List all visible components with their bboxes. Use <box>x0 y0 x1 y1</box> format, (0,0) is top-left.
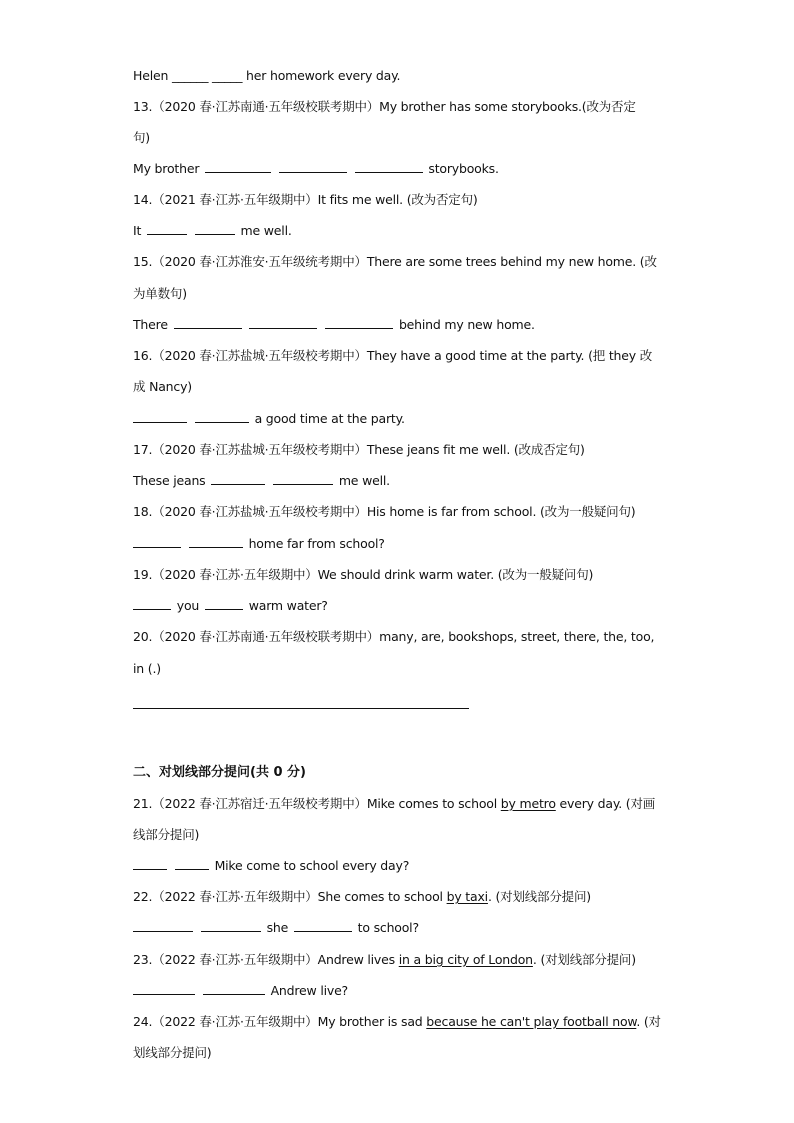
answer-suffix: behind my new home. <box>398 317 535 332</box>
q20-question <box>133 628 673 646</box>
q15-answer-line <box>133 316 673 334</box>
section-heading: 二、对划线部分提问(共 0 分) <box>133 765 306 780</box>
question-text-continued: 线部分提问) <box>133 827 200 842</box>
q22-question <box>133 888 673 906</box>
answer-blank[interactable] <box>195 410 249 423</box>
underlined-phrase: in a big city of London <box>398 952 533 967</box>
q14-answer-line <box>133 222 673 240</box>
q16-question-cont <box>133 378 673 396</box>
question-text: There are some trees behind my new home. (改 <box>366 254 657 269</box>
answer-blank[interactable] <box>201 919 261 932</box>
underlined-phrase: by taxi <box>446 889 488 904</box>
answer-blank[interactable] <box>203 982 265 995</box>
answer-blank[interactable] <box>133 919 193 932</box>
answer-blank[interactable] <box>205 597 243 610</box>
question-number: 21.（2022 春·江苏宿迁·五年级校考期中） <box>133 796 367 811</box>
answer-blank[interactable] <box>325 316 393 329</box>
q12-answer-line <box>133 67 673 85</box>
question-number: 14.（2021 春·江苏·五年级期中） <box>133 192 318 207</box>
answer-suffix: to school? <box>357 920 419 935</box>
q15-question-cont <box>133 285 673 303</box>
question-text: She comes to school <box>317 889 447 904</box>
q13-answer-line <box>133 160 673 178</box>
q20-question-cont <box>133 660 673 678</box>
question-number: 24.（2022 春·江苏·五年级期中） <box>133 1014 318 1029</box>
q15-question <box>133 253 673 271</box>
q12-answer-text: Helen ______ _____ her homework every day. <box>133 68 401 83</box>
q14-question <box>133 191 673 209</box>
q19-question <box>133 566 673 584</box>
question-text: We should drink warm water. (改为一般疑问句) <box>317 567 594 582</box>
answer-suffix: a good time at the party. <box>254 411 405 426</box>
q23-question <box>133 951 673 969</box>
question-text: Andrew lives <box>317 952 399 967</box>
question-number: 18.（2020 春·江苏盐城·五年级校考期中） <box>133 504 367 519</box>
q22-answer-line <box>133 919 673 937</box>
question-text: These jeans fit me well. (改成否定句) <box>366 442 585 457</box>
answer-suffix: me well. <box>240 223 292 238</box>
question-number: 15.（2020 春·江苏淮安·五年级统考期中） <box>133 254 367 269</box>
question-text: My brother has some storybooks.(改为否定 <box>379 99 636 114</box>
answer-suffix: Andrew live? <box>270 983 348 998</box>
question-text: many, are, bookshops, street, there, the, too, <box>379 629 655 644</box>
q21-answer-line <box>133 857 673 875</box>
underlined-phrase: by metro <box>500 796 556 811</box>
answer-middle: she <box>266 920 289 935</box>
answer-blank[interactable] <box>133 597 171 610</box>
question-text-continued: 句) <box>133 130 150 145</box>
answer-suffix: home far from school? <box>248 536 385 551</box>
answer-blank[interactable] <box>174 316 242 329</box>
q16-question <box>133 347 673 365</box>
question-text-continued: in (.) <box>133 661 161 676</box>
question-number: 16.（2020 春·江苏盐城·五年级校考期中） <box>133 348 367 363</box>
question-text-continued: 为单数句) <box>133 286 187 301</box>
question-number: 17.（2020 春·江苏盐城·五年级校考期中） <box>133 442 367 457</box>
q13-question <box>133 98 673 116</box>
question-text: It fits me well. (改为否定句) <box>317 192 478 207</box>
answer-prefix: My brother <box>133 161 200 176</box>
answer-blank[interactable] <box>133 857 167 870</box>
answer-blank[interactable] <box>294 919 352 932</box>
answer-middle: you <box>176 598 200 613</box>
answer-prefix: It <box>133 223 142 238</box>
underlined-phrase: because he can't play football now <box>426 1014 637 1029</box>
answer-blank[interactable] <box>279 160 347 173</box>
question-text: every day. (对画 <box>555 796 656 811</box>
answer-suffix: storybooks. <box>428 161 499 176</box>
answer-blank[interactable] <box>175 857 209 870</box>
answer-suffix: Mike come to school every day? <box>214 858 410 873</box>
answer-blank[interactable] <box>273 472 333 485</box>
question-text-continued: 划线部分提问) <box>133 1045 212 1060</box>
q18-question <box>133 503 673 521</box>
question-text: They have a good time at the party. (把 they 改 <box>366 348 653 363</box>
question-text: His home is far from school. (改为一般疑问句) <box>366 504 636 519</box>
question-number: 22.（2022 春·江苏·五年级期中） <box>133 889 318 904</box>
answer-blank[interactable] <box>133 535 181 548</box>
q17-answer-line <box>133 472 673 490</box>
answer-prefix: There <box>133 317 168 332</box>
question-number: 23.（2022 春·江苏·五年级期中） <box>133 952 318 967</box>
question-number: 20.（2020 春·江苏南通·五年级校联考期中） <box>133 629 380 644</box>
answer-blank[interactable] <box>133 410 187 423</box>
q17-question <box>133 441 673 459</box>
q21-question <box>133 795 673 813</box>
answer-blank[interactable] <box>355 160 423 173</box>
answer-blank[interactable] <box>249 316 317 329</box>
answer-blank[interactable] <box>147 222 187 235</box>
q19-answer-line <box>133 597 673 615</box>
answer-prefix: These jeans <box>133 473 206 488</box>
answer-blank[interactable] <box>195 222 235 235</box>
q24-question-cont <box>133 1044 673 1062</box>
answer-blank[interactable] <box>211 472 265 485</box>
answer-suffix: warm water? <box>248 598 328 613</box>
question-number: 13.（2020 春·江苏南通·五年级校联考期中） <box>133 99 380 114</box>
question-text: . (对划线部分提问) <box>487 889 591 904</box>
question-text: . (对划线部分提问) <box>532 952 636 967</box>
answer-blank[interactable] <box>133 982 195 995</box>
question-number: 19.（2020 春·江苏·五年级期中） <box>133 567 318 582</box>
question-text: My brother is sad <box>317 1014 427 1029</box>
question-text-continued: 成 Nancy) <box>133 379 192 394</box>
question-text: . (对 <box>636 1014 661 1029</box>
answer-blank[interactable] <box>205 160 271 173</box>
q18-answer-line <box>133 535 673 553</box>
q20-answer-line[interactable] <box>133 708 469 709</box>
answer-blank[interactable] <box>189 535 243 548</box>
question-text: Mike comes to school <box>366 796 501 811</box>
q23-answer-line <box>133 982 673 1000</box>
q21-question-cont <box>133 826 673 844</box>
q16-answer-line <box>133 410 673 428</box>
q24-question <box>133 1013 673 1031</box>
answer-suffix: me well. <box>338 473 390 488</box>
q13-question-cont <box>133 129 673 147</box>
